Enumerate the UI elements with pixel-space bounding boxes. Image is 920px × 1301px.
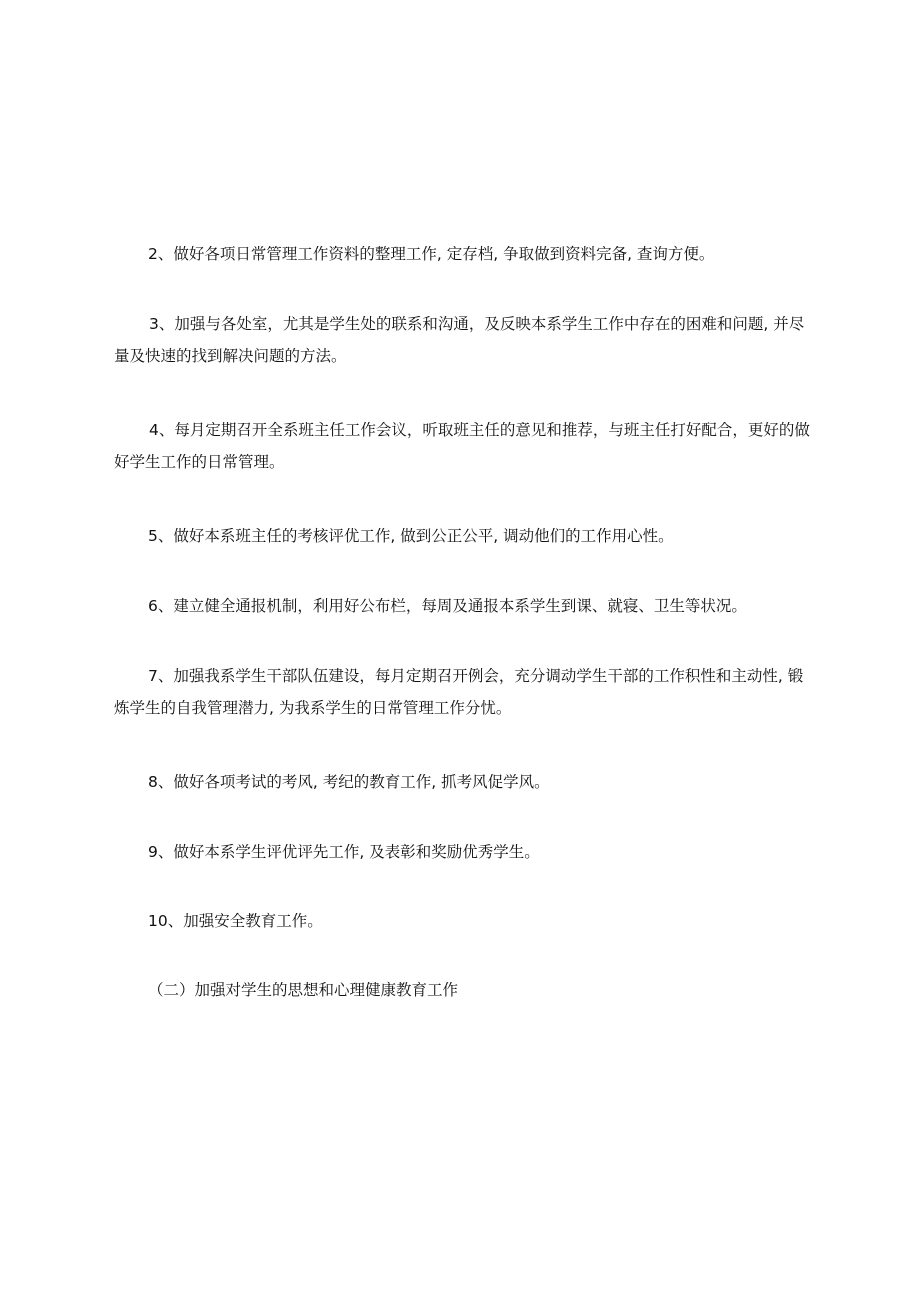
paragraph-item-4: 4、每月定期召开全系班主任工作会议，听取班主任的意见和推荐，与班主任打好配合，更好的做好学生工作的日常管理。	[114, 421, 810, 471]
paragraph-item-10: 10、加强安全教育工作。	[148, 912, 323, 930]
paragraph-item-7: 7、加强我系学生干部队伍建设，每月定期召开例会，充分调动学生干部的工作积性和主动性, 锻炼学生的自我管理潜力, 为我系学生的日常管理工作分忧。	[114, 667, 804, 717]
paragraph-item-2: 2、做好各项日常管理工作资料的整理工作, 定存档, 争取做到资料完备, 查询方便。	[148, 245, 715, 263]
section-heading: （二）加强对学生的思想和心理健康教育工作	[148, 981, 459, 999]
paragraph-item-3: 3、加强与各处室，尤其是学生处的联系和沟通，及反映本系学生工作中存在的困难和问题, 并尽量及快速的找到解决问题的方法。	[114, 315, 805, 365]
paragraph-item-6: 6、建立健全通报机制，利用好公布栏，每周及通报本系学生到课、就寝、卫生等状况。	[148, 597, 747, 615]
paragraph-item-5: 5、做好本系班主任的考核评优工作, 做到公正公平, 调动他们的工作用心性。	[148, 527, 674, 545]
paragraph-item-9: 9、做好本系学生评优评先工作, 及表彰和奖励优秀学生。	[148, 843, 540, 861]
paragraph-item-8: 8、做好各项考试的考风, 考纪的教育工作, 抓考风促学风。	[148, 773, 550, 791]
